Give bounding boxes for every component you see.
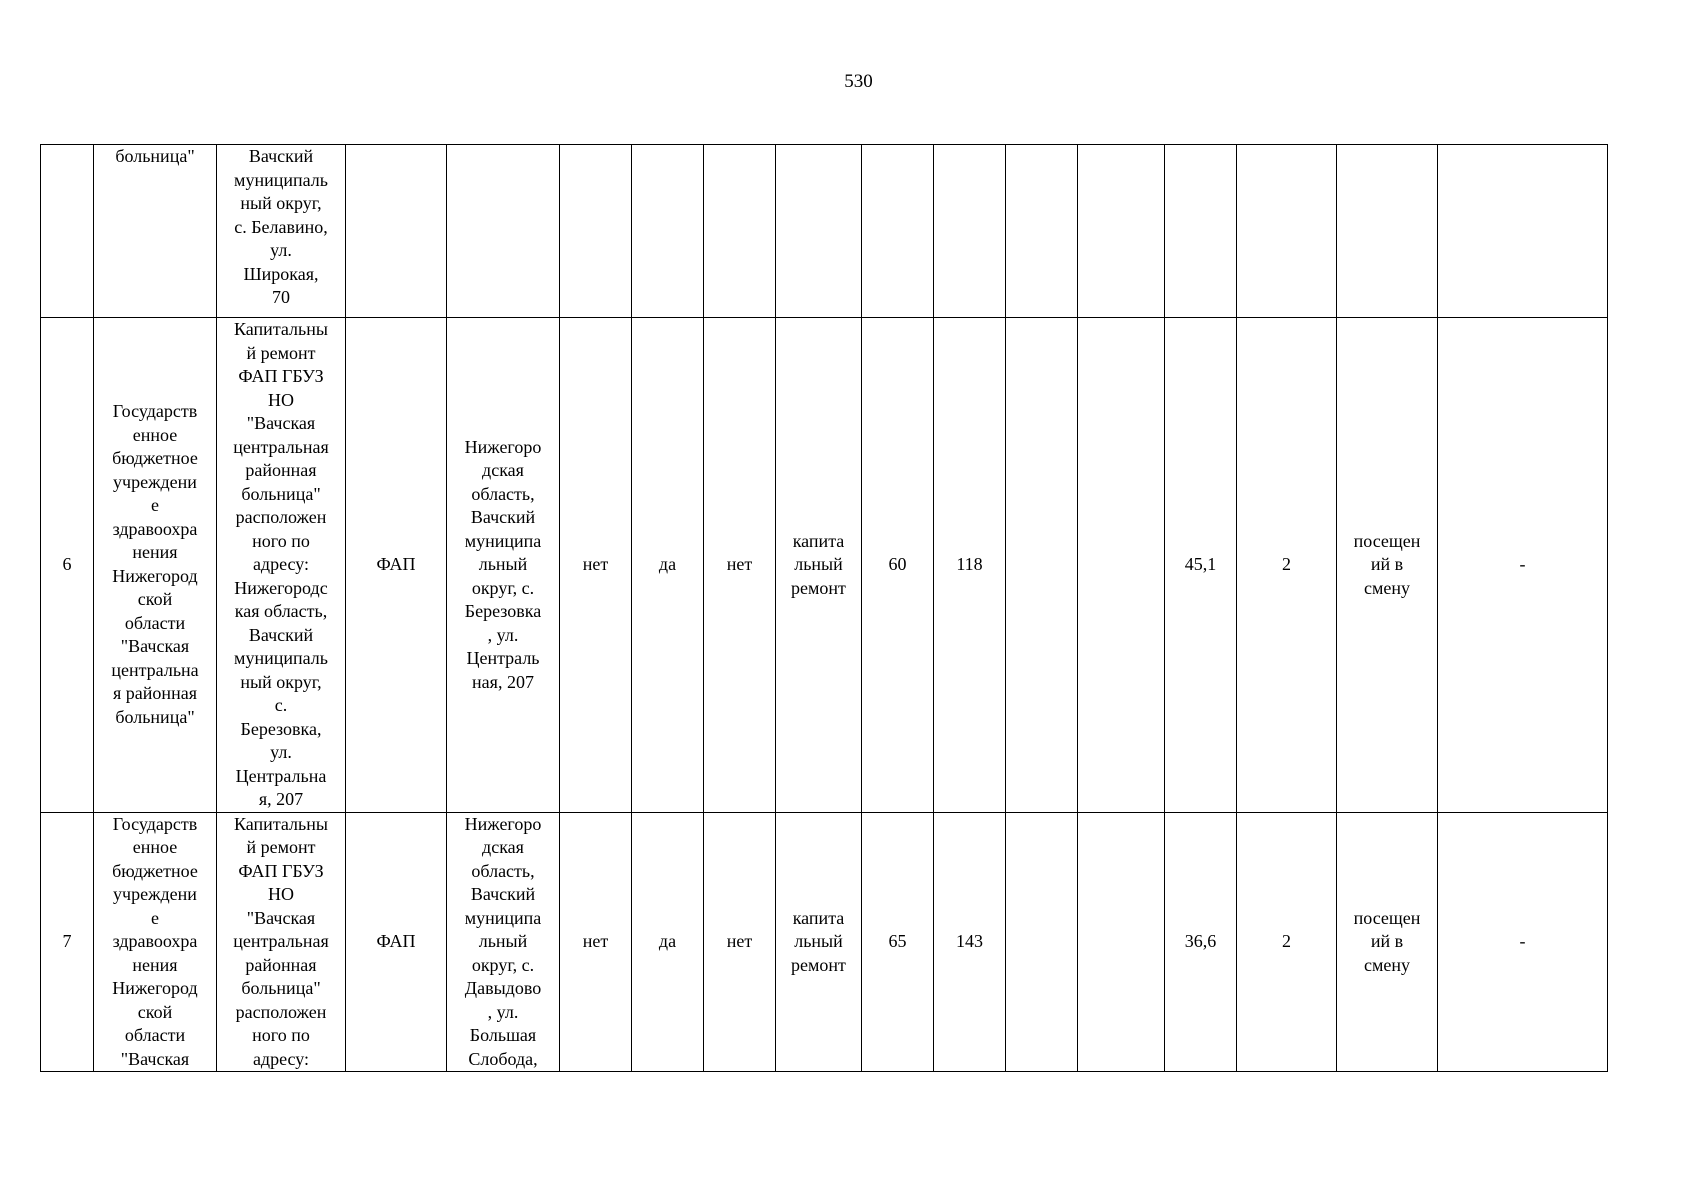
cell-institution: Государств енное бюджетное учреждени е здравоохра нения Нижегород ской области "Вачская [94,812,217,1072]
cell-value-2 [934,145,1006,318]
cell-value-6 [1237,145,1337,318]
cell-note: - [1438,812,1608,1072]
cell-value-5 [1165,145,1237,318]
cell-address [447,145,560,318]
cell-value-4 [1078,812,1165,1072]
page-number: 530 [844,71,873,92]
table-row [41,812,1608,1072]
cell-value-3 [1006,318,1078,813]
cell-object: Капитальны й ремонт ФАП ГБУЗ НО "Вачская центральная районная больница" расположен ного по адресу: [217,812,346,1072]
cell-work-type [776,145,862,318]
cell-institution: больница" [94,145,217,318]
cell-flag-2: да [632,812,704,1072]
cell-value-4 [1078,318,1165,813]
cell-value-6: 2 [1237,318,1337,813]
cell-value-5: 45,1 [1165,318,1237,813]
cell-value-1: 65 [862,812,934,1072]
cell-object: Вачский муниципаль ный округ, с. Белавино, ул. Широкая, 70 [217,145,346,318]
cell-value-2: 143 [934,812,1006,1072]
cell-value-2: 118 [934,318,1006,813]
cell-institution: Государств енное бюджетное учреждени е здравоохра нения Нижегород ской области "Вачская центральна я районная больница" [94,318,217,813]
cell-flag-3: нет [704,812,776,1072]
cell-flag-1: нет [560,318,632,813]
cell-address: Нижегоро дская область, Вачский муниципа льный округ, с. Давыдово , ул. Большая Слобода, [447,812,560,1072]
cell-flag-1: нет [560,812,632,1072]
cell-type: ФАП [346,318,447,813]
cell-address: Нижегоро дская область, Вачский муниципа льный округ, с. Березовка , ул. Централь ная, 207 [447,318,560,813]
cell-type: ФАП [346,812,447,1072]
cell-flag-3 [704,145,776,318]
cell-flag-2 [632,145,704,318]
cell-note: - [1438,318,1608,813]
cell-unit: посещен ий в смену [1337,318,1438,813]
cell-number [41,145,94,318]
table-row [41,318,1608,813]
cell-work-type: капита льный ремонт [776,812,862,1072]
cell-number: 6 [41,318,94,813]
cell-note [1438,145,1608,318]
cell-work-type: капита льный ремонт [776,318,862,813]
cell-flag-1 [560,145,632,318]
cell-value-4 [1078,145,1165,318]
cell-unit: посещен ий в смену [1337,812,1438,1072]
cell-value-1: 60 [862,318,934,813]
table-row [41,145,1608,318]
cell-type [346,145,447,318]
cell-value-6: 2 [1237,812,1337,1072]
cell-object: Капитальны й ремонт ФАП ГБУЗ НО "Вачская центральная районная больница" расположен ного по адресу: Нижегородс кая область, Вачский муниципаль ный округ, с. Березовка, ул. Центральна я, 207 [217,318,346,813]
cell-number: 7 [41,812,94,1072]
cell-flag-3: нет [704,318,776,813]
cell-value-1 [862,145,934,318]
cell-value-5: 36,6 [1165,812,1237,1072]
cell-value-3 [1006,145,1078,318]
cell-flag-2: да [632,318,704,813]
cell-value-3 [1006,812,1078,1072]
construction-objects-table [40,144,1608,1072]
cell-unit [1337,145,1438,318]
